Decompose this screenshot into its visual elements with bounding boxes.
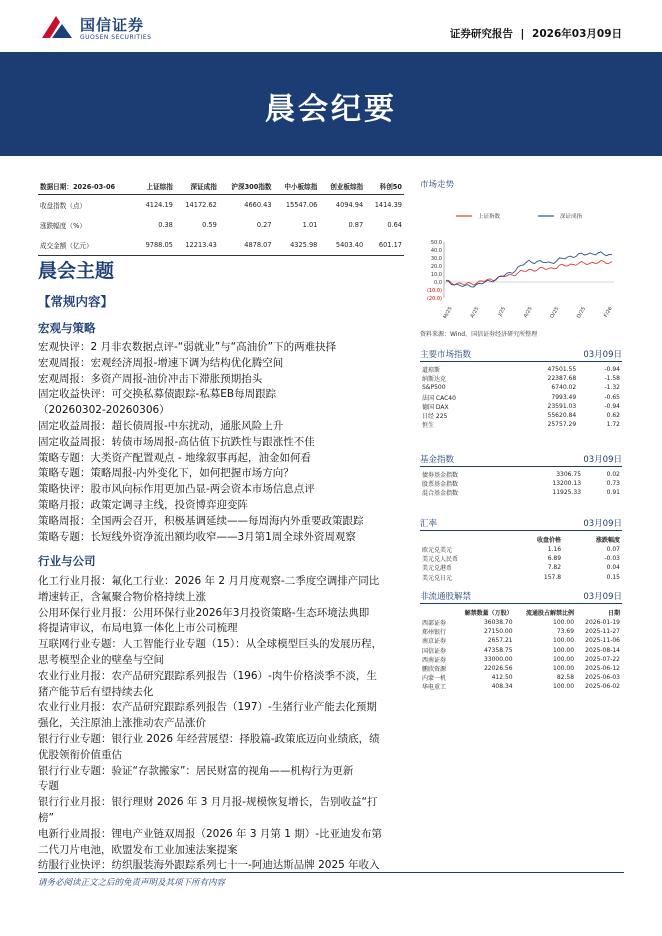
y-tick-label: (10.0) <box>426 288 442 294</box>
table-header-row <box>420 534 622 545</box>
industry-list <box>38 574 410 874</box>
x-tick-label: F/26 <box>603 306 614 319</box>
table-cell: 0.62 <box>606 412 620 420</box>
routine-title: 【常规内容】 <box>38 294 114 309</box>
table-row <box>420 682 622 691</box>
table-row <box>38 195 404 216</box>
y-tick-label: 30.0 <box>430 256 442 262</box>
table-cell: 100.00 <box>553 683 575 691</box>
table-row <box>420 664 622 673</box>
table-cell: -0.65 <box>604 393 620 401</box>
table-cell: 郑州银行 <box>422 629 447 637</box>
brand-name-cn: 国信证券 <box>80 16 145 34</box>
macro-title: 宏观与策略 <box>38 321 96 335</box>
table-cell: 2025-06-03 <box>585 674 620 682</box>
table-cell: 成交金额（亿元） <box>38 235 136 256</box>
table-cell: 1.01 <box>302 221 318 229</box>
trend-chart-svg <box>420 190 622 320</box>
report-date: 2026年03月09日 <box>532 28 622 40</box>
market-trend-chart <box>420 190 622 320</box>
table-cell: 0.04 <box>606 564 620 572</box>
table-cell: 西部证券 <box>422 620 447 628</box>
table-cell: 西南证券 <box>422 656 447 664</box>
column-header: 日期 <box>607 610 620 617</box>
table-cell: 2025-06-12 <box>585 665 620 673</box>
table-cell: 0.59 <box>202 221 217 229</box>
table-row <box>420 420 622 429</box>
list-item: 化工行业月报：氟化工行业：2026 年 2 月月度观察-二季度空调排产同比 <box>38 575 380 587</box>
table-cell: 美元兑港币 <box>422 565 453 573</box>
table-cell: -0.94 <box>604 402 620 410</box>
macro-list <box>38 340 410 545</box>
table-cell: 33000.00 <box>483 655 513 663</box>
list-item: 农业行业月报：农产品研究跟踪系列报告（196）-肉牛价格淡季不淡，生 <box>38 669 377 682</box>
column-header-blank <box>420 534 504 545</box>
list-item: 银行行业专题：银行业 2026 年经营展望：择股篇-政策底迈向业绩底，绩 <box>38 732 380 745</box>
report-type: 证券研究报告 <box>449 28 513 40</box>
column-header: 上证综指 <box>136 178 175 195</box>
unlock-date: 03月09日 <box>583 592 622 602</box>
fx-header <box>420 517 622 531</box>
table-cell: 国信证券 <box>422 647 447 655</box>
list-item: 宏观快评：2 月非农数据点评-“弱就业”与“高油价”下的两难抉择 <box>38 341 337 353</box>
list-item: 固定收益快评：可交换私募债跟踪-私募EB每周跟踪 <box>38 388 277 401</box>
table-cell: 0.64 <box>387 221 402 229</box>
x-tick-label: D/25 <box>575 306 588 320</box>
table-cell: 2026-01-19 <box>585 619 620 627</box>
table-cell: 22026.56 <box>483 665 513 673</box>
x-tick-label: O/25 <box>549 306 561 320</box>
unlock-table <box>420 607 622 692</box>
table-cell: 纳斯达克 <box>422 376 447 384</box>
industry-title: 行业与公司 <box>38 554 96 568</box>
table-cell: 混合基金指数 <box>422 490 459 498</box>
list-item: 榜” <box>38 811 54 824</box>
table-row <box>420 636 622 645</box>
table-cell: 华电重工 <box>422 684 447 692</box>
column-header: 沪深300指数 <box>219 178 274 195</box>
table-row <box>420 383 622 392</box>
table-cell: S&P500 <box>422 384 446 392</box>
title-banner <box>0 52 662 156</box>
table-cell: 100.00 <box>553 665 575 673</box>
logo-emblem-icon <box>38 12 76 44</box>
list-item: 宏观周报：多资产周报-油价冲击下滞胀预期抬头 <box>38 372 263 385</box>
list-item: 优股领衔价值重估 <box>38 748 122 761</box>
list-item: 策略月报：政策定调寻主线，投资博弈迎变阵 <box>38 498 248 511</box>
list-item: 互联网行业专题：人工智能行业专题（15）：从全球模型巨头的发展历程， <box>38 638 383 651</box>
fx-title: 汇率 <box>420 519 438 529</box>
list-item: 银行行业月报：银行理财 2026 年 3 月月报-规模恢复增长，告别收益“打 <box>38 796 378 809</box>
table-cell: 15547.06 <box>285 201 318 209</box>
table-cell: 1.16 <box>547 546 562 554</box>
table-row <box>420 470 622 479</box>
x-tick-label: M/25 <box>442 306 454 320</box>
fund-index-header <box>420 453 622 467</box>
report-meta: 证券研究报告 | 2026年03月09日 <box>449 28 622 40</box>
table-row <box>420 673 622 682</box>
page-title: 晨会纪要 <box>265 92 397 127</box>
list-item: 固定收益周报：超长债周报-中东扰动，通胀风险上升 <box>38 419 284 432</box>
table-cell: 美元兑日元 <box>422 574 453 582</box>
table-row <box>420 545 622 554</box>
x-tick-label: A/25 <box>469 306 481 319</box>
table-cell: 0.15 <box>606 573 620 581</box>
table-cell: 100.00 <box>553 655 575 663</box>
table-cell: 23591.03 <box>547 402 577 410</box>
table-cell: 涨跌幅度（%） <box>40 222 86 230</box>
x-tick-label: J/25 <box>497 306 508 318</box>
table-cell: 55620.84 <box>547 412 577 420</box>
table-cell: 2025-06-02 <box>585 683 620 691</box>
fund-index-date: 03月09日 <box>583 455 622 465</box>
table-cell: 2025-11-27 <box>585 628 620 636</box>
list-item: 电新行业周报：锂电产业链双周报（2026 年 3 月第 1 期）-比亚迪发布第 <box>38 827 383 840</box>
major-index-date: 03月09日 <box>583 350 622 360</box>
brand-name-en: GUOSEN SECURITIES <box>80 34 152 41</box>
table-cell: 法国 CAC40 <box>422 394 456 402</box>
list-item: 专题 <box>38 780 59 793</box>
table-cell: 收盘指数（点） <box>40 202 87 210</box>
table-cell: 100.00 <box>553 619 575 627</box>
table-cell: 0.27 <box>256 221 272 229</box>
table-cell: -1.58 <box>604 375 620 383</box>
table-cell: 27150.00 <box>483 628 513 636</box>
y-tick-label: (20.0) <box>426 296 442 302</box>
table-cell: 内蒙一机 <box>422 675 447 683</box>
table-cell: 7.82 <box>547 564 562 572</box>
table-cell: 4660.43 <box>244 201 272 209</box>
table-row <box>420 573 622 582</box>
list-item: 强化，关注原油上涨推动农产品涨价 <box>38 717 206 730</box>
table-row <box>420 646 622 655</box>
table-header-row <box>420 607 622 618</box>
section-title: 晨会主题 <box>38 260 115 282</box>
table-cell: 债券基金指数 <box>422 472 459 480</box>
table-cell: 0.07 <box>606 546 620 554</box>
column-header: 深证成指 <box>175 178 219 195</box>
table-cell: 5403.40 <box>319 235 365 256</box>
footer-disclaimer: 请务必阅读正文之后的免责声明及其项下所有内容 <box>38 878 226 888</box>
unlock-title: 非流通股解禁 <box>420 592 472 602</box>
list-item: 思考模型企业的壁垒与空间 <box>38 653 164 666</box>
table-cell: 22387.68 <box>547 375 577 383</box>
table-cell: 601.17 <box>365 235 404 256</box>
list-item: 宏观周报：宏观经济周报-增速下调为结构优化腾空间 <box>38 356 284 369</box>
table-cell: 4878.07 <box>219 235 274 256</box>
table-cell: 日经 225 <box>422 413 448 421</box>
list-item: 策略专题：策略周报-内外变化下，如何把握市场方向？ <box>38 467 294 480</box>
table-row <box>420 563 622 572</box>
table-row <box>420 393 622 402</box>
table-cell: 4325.98 <box>274 235 320 256</box>
major-index-table <box>420 365 622 429</box>
table-cell: 100.00 <box>553 646 575 654</box>
fx-table <box>420 534 622 582</box>
table-row <box>38 235 404 256</box>
list-item: 银行行业专题：验证“存款搬家”：居民财富的视角——机构行为更新 <box>38 764 354 777</box>
table-row <box>38 215 404 235</box>
footer-divider <box>38 872 624 873</box>
table-cell: 47501.55 <box>547 366 577 374</box>
list-item: 策略快评：股市风向标作用更加凸显-两会资本市场信息点评 <box>38 483 315 496</box>
fund-index-table <box>420 470 622 498</box>
y-tick-label: 50.0 <box>430 240 442 246</box>
column-header-blank <box>420 607 453 618</box>
column-header: 创业板综指 <box>319 178 365 195</box>
table-row <box>420 402 622 411</box>
fx-date: 03月09日 <box>583 519 622 529</box>
table-cell: 47358.75 <box>483 646 513 654</box>
table-cell: 鹏欣资源 <box>422 666 447 674</box>
table-cell: 欧元兑美元 <box>422 547 453 555</box>
table-cell: 6740.02 <box>551 384 577 392</box>
page-header <box>0 0 662 50</box>
table-row <box>420 554 622 563</box>
table-cell: -1.32 <box>604 384 620 392</box>
chart-source: 资料来源：Wind、国信证券经济研究所整理 <box>420 331 538 338</box>
y-tick-label: 10.0 <box>430 272 442 278</box>
list-item: 纺服行业快评：纺织服装海外跟踪系列七十一-阿迪达斯品牌 2025 年收入 <box>38 859 380 872</box>
column-header: 数据日期：2026-03-06 <box>38 178 136 195</box>
table-cell: 南京证券 <box>422 638 447 646</box>
table-cell: 2025-08-14 <box>585 646 620 654</box>
table-cell: 股票基金指数 <box>422 481 459 489</box>
list-item: 公用环保行业月报：公用环保行业2026年3月投资策略-生态环境法典即 <box>38 606 370 619</box>
table-cell: 11925.33 <box>552 489 582 497</box>
table-cell: 412.50 <box>491 674 513 682</box>
list-item: 策略专题：大类资产配置观点 - 地缘叙事再起，油金如何看 <box>38 451 311 464</box>
table-row <box>420 479 622 488</box>
column-header: 收盘价格 <box>537 537 562 544</box>
list-item: 猪产能节后有望持续去化 <box>38 685 154 698</box>
table-cell: -0.94 <box>604 366 620 374</box>
table-cell: -0.03 <box>604 555 620 563</box>
table-cell: 25757.29 <box>547 421 577 429</box>
table-cell: 4124.19 <box>145 201 173 209</box>
list-item: 二代刀片电池，欧盟发布工业加速法案提案 <box>38 843 238 856</box>
major-index-header <box>420 348 622 362</box>
table-cell: 12213.43 <box>175 235 219 256</box>
fund-index-title: 基金指数 <box>420 455 455 465</box>
legend-label: 深证成指 <box>560 214 583 220</box>
table-row <box>420 655 622 664</box>
list-item: 固定收益周报：转债市场周报-高估值下抗跌性与跟涨性不佳 <box>38 435 315 448</box>
table-cell: 2025-07-22 <box>585 655 620 663</box>
table-cell: 9788.05 <box>136 235 175 256</box>
table-cell: 4094.94 <box>335 201 364 209</box>
table-cell: 13200.13 <box>552 480 582 488</box>
unlock-header <box>420 590 622 604</box>
trend-title-text: 市场走势 <box>420 180 455 190</box>
column-header: 中小板综指 <box>274 178 320 195</box>
table-cell: 0.38 <box>158 221 173 229</box>
table-cell: 3306.75 <box>556 471 582 479</box>
legend-label: 上证指数 <box>478 214 501 220</box>
table-cell: 1414.39 <box>374 201 402 209</box>
column-header: 解禁数量（万股） <box>464 610 513 617</box>
y-tick-label: 0.0 <box>434 280 442 286</box>
x-tick-label: A/25 <box>522 306 534 319</box>
table-cell: 7993.49 <box>551 393 577 401</box>
table-cell: 73.69 <box>556 628 575 636</box>
table-cell: 0.02 <box>606 471 620 479</box>
table-row <box>420 488 622 497</box>
table-cell: 0.91 <box>606 489 620 497</box>
y-tick-label: 20.0 <box>430 264 442 270</box>
column-header: 涨跌幅度 <box>595 537 620 544</box>
table-cell: 2657.21 <box>487 637 513 645</box>
table-cell: 82.58 <box>556 674 575 682</box>
list-item: 农业行业月报：农产品研究跟踪系列报告（197）-生猪行业产能去化预期 <box>38 701 377 714</box>
guosen-logo <box>38 12 164 46</box>
list-item: 策略周报：全国两会召开，积极基调延续——每周海内外重要政策跟踪 <box>38 514 364 527</box>
table-cell: 408.34 <box>491 683 513 691</box>
table-row <box>420 411 622 420</box>
table-row <box>420 374 622 383</box>
table-cell: 德国 DAX <box>422 403 449 411</box>
table-cell: 1.72 <box>606 421 620 429</box>
major-index-title: 主要市场指数 <box>420 350 472 360</box>
table-cell: 157.8 <box>543 573 562 581</box>
column-header: 流通股占解禁比例 <box>526 610 575 617</box>
table-header-row <box>38 178 404 195</box>
table-cell: 0.73 <box>606 480 620 488</box>
y-tick-label: 40.0 <box>430 248 442 254</box>
table-cell: 36038.70 <box>483 619 513 627</box>
table-cell: 道琼斯 <box>422 367 441 375</box>
list-item: 策略专题：长短线外资净流出额均收窄——3月第1周全球外资周观察 <box>38 530 356 543</box>
list-item: （20260302-20260306） <box>38 404 170 417</box>
table-row <box>420 618 622 627</box>
list-item: 增速转正，含氟聚合物价格持续上涨 <box>38 590 206 603</box>
column-header: 科创50 <box>365 178 404 195</box>
table-row <box>420 627 622 636</box>
market-stats-table <box>38 178 404 256</box>
table-row <box>420 365 622 374</box>
table-cell: 6.89 <box>547 555 562 563</box>
table-cell: 2025-11-06 <box>585 637 620 645</box>
table-cell: 14172.62 <box>185 201 217 209</box>
list-item: 将提请审议，布局电算一体化上市公司梳理 <box>38 622 238 635</box>
series-line-shanghai <box>446 261 612 286</box>
table-cell: 0.87 <box>348 221 364 229</box>
table-cell: 100.00 <box>553 637 575 645</box>
table-cell: 美元兑人民币 <box>422 556 459 564</box>
table-cell: 恒生 <box>422 422 435 430</box>
